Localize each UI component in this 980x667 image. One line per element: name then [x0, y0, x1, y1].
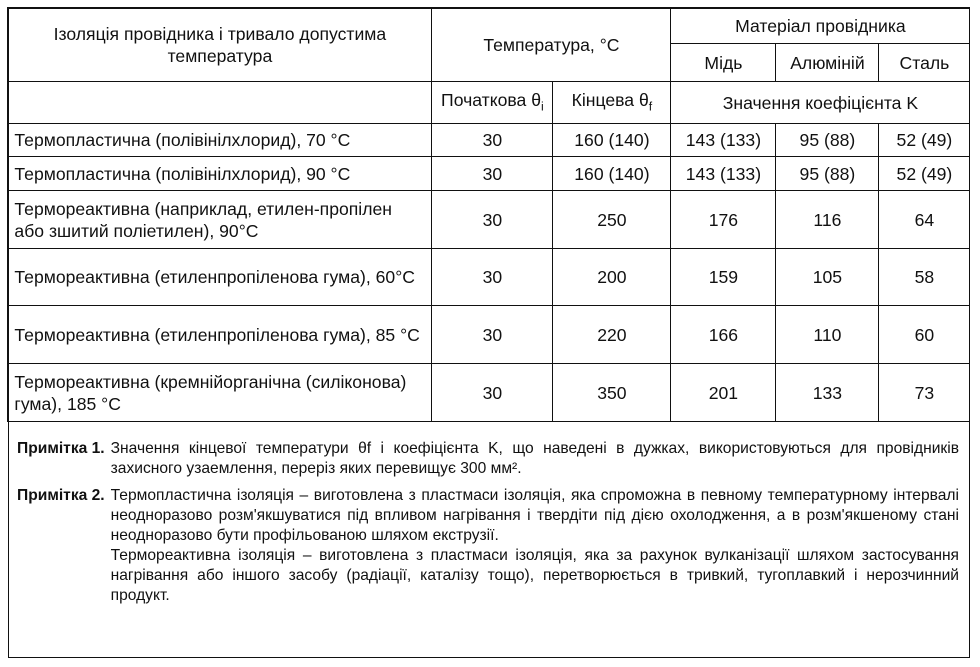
empty-header-cell [8, 82, 432, 124]
table-row [8, 157, 970, 191]
aluminium-cell: 105 [776, 249, 879, 306]
note-2-label: Примітка 2. [17, 487, 105, 504]
initial-cell: 30 [432, 157, 553, 191]
steel-cell: 73 [879, 364, 970, 422]
copper-cell: 176 [671, 191, 776, 249]
note-1 [17, 439, 959, 479]
material-header: Матеріал провідника [671, 8, 970, 44]
note-2 [17, 486, 959, 606]
final-temperature-header: Кінцева $\theta_f$ [553, 82, 671, 124]
aluminium-header: Алюміній [776, 44, 879, 82]
aluminium-cell: 95 (88) [776, 124, 879, 157]
initial-cell: 30 [432, 191, 553, 249]
note-1-label: Примітка 1. [17, 440, 105, 457]
initial-cell: 30 [432, 306, 553, 364]
note-2-paragraph-thermoplastic: Термопластична ізоляція – виготовлена з пластмаси ізоляція, яка спроможна в певному температурному інтервалі неодноразово розм'якшуватися під впливом нагрівання і твердіти під дією охолодження, а в розм'якшеному стані неодноразово бути профільованою шляхом екструзії. [110, 487, 959, 544]
table-row [8, 191, 970, 249]
insulation-cell: Термореактивна (етиленпропіленова гума), 60°С [8, 249, 432, 306]
steel-cell: 64 [879, 191, 970, 249]
aluminium-cell: 133 [776, 364, 879, 422]
coefficient-table [7, 7, 970, 422]
note-1-text: Значення кінцевої температури θf і коефіцієнта K, що наведені в дужках, використовуються для провідників захисного узаемлення, переріз яких перевищує 300 мм². [110, 440, 959, 477]
steel-cell: 58 [879, 249, 970, 306]
k-value-header: Значення коефіцієнта K [671, 82, 970, 124]
note-2-text [111, 486, 959, 606]
copper-header: Мідь [671, 44, 776, 82]
insulation-cell: Термопластична (полівінілхлорид), 70 °С [8, 124, 432, 157]
insulation-cell: Термореактивна (кремнійорганічна (силіконова) гума), 185 °С [8, 364, 432, 422]
coefficient-table-frame [8, 8, 970, 658]
final-cell: 350 [553, 364, 671, 422]
table-row [8, 306, 970, 364]
note-2-paragraph-thermoset: Термореактивна ізоляція – виготовлена з пластмаси ізоляція, яка за рахунок вулканізації шляхом застосування нагрівання або іншого засобу (радіації, каталізу тощо), перетворюється в тривкий, тугоплавкий і нерозчинний продукт. [110, 547, 959, 604]
table-row [8, 364, 970, 422]
insulation-cell: Термопластична (полівінілхлорид), 90 °С [8, 157, 432, 191]
insulation-header: Ізоляція провідника і тривало допустима температура [8, 8, 432, 82]
aluminium-cell: 95 (88) [776, 157, 879, 191]
steel-cell: 52 (49) [879, 157, 970, 191]
steel-header: Сталь [879, 44, 970, 82]
final-cell: 200 [553, 249, 671, 306]
aluminium-cell: 110 [776, 306, 879, 364]
insulation-cell: Термореактивна (етиленпропіленова гума), 85 °С [8, 306, 432, 364]
table-row [8, 249, 970, 306]
initial-cell: 30 [432, 364, 553, 422]
initial-cell: 30 [432, 124, 553, 157]
steel-cell: 60 [879, 306, 970, 364]
final-cell: 160 (140) [553, 124, 671, 157]
final-cell: 160 (140) [553, 157, 671, 191]
initial-cell: 30 [432, 249, 553, 306]
table-row [8, 124, 970, 157]
final-cell: 250 [553, 191, 671, 249]
final-cell: 220 [553, 306, 671, 364]
initial-temperature-header: Початкова $\theta_i$ [432, 82, 553, 124]
copper-cell: 201 [671, 364, 776, 422]
copper-cell: 143 (133) [671, 157, 776, 191]
insulation-cell: Термореактивна (наприклад, етилен-пропілен або зшитий поліетилен), 90°С [8, 191, 432, 249]
copper-cell: 143 (133) [671, 124, 776, 157]
copper-cell: 166 [671, 306, 776, 364]
temperature-header: Температура, °C [432, 8, 671, 82]
steel-cell: 52 (49) [879, 124, 970, 157]
aluminium-cell: 116 [776, 191, 879, 249]
copper-cell: 159 [671, 249, 776, 306]
notes-section [9, 432, 967, 606]
